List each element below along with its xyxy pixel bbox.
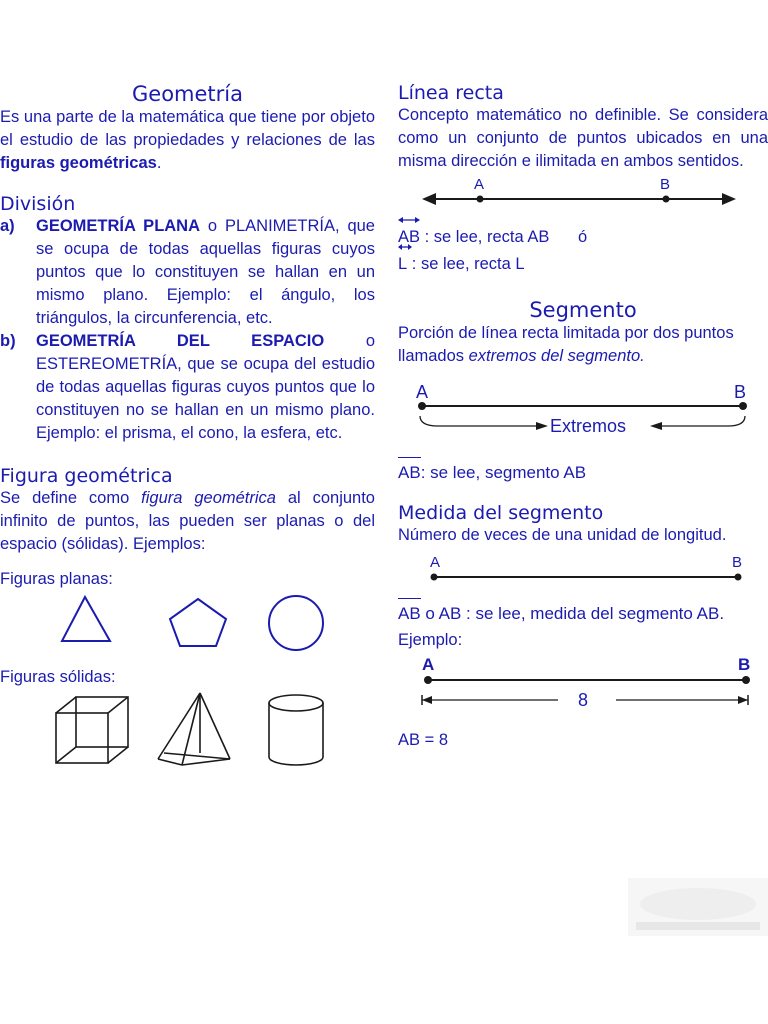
division-item-b: b) GEOMETRÍA DEL ESPACIO o ESTEREOMETRÍA, que se ocupa del estudio de todas aquellas figuras cuyos puntos que lo constituyen no se hallan en un mismo plano. Ejemplo: el prisma, el cono, la esfera, etc. xyxy=(0,332,376,442)
circle-icon xyxy=(269,596,323,650)
figuras-solidas xyxy=(0,689,375,769)
ejemplo-point-b: B xyxy=(738,655,751,674)
linea-text: Concepto matemático no definible. Se considera como un conjunto de puntos ubicados en una misma dirección e ilimitada en ambos sentidos. xyxy=(398,106,768,170)
geometria-intro: Es una parte de la matemática que tiene por objeto el estudio de las propiedades y relaciones de las figuras geométricas. xyxy=(0,108,375,172)
division-item-a: a) GEOMETRÍA PLANA o PLANIMETRÍA, que se ocupa de todas aquellas figuras cuyos puntos que lo constituyen se hallan en un mismo plano. Ejemplo: el ángulo, los triángulos, la circunferencia, etc. xyxy=(0,217,375,327)
linea-notation-l: L : se lee, recta L xyxy=(398,253,768,276)
right-column xyxy=(398,82,768,752)
medida-point-a: A xyxy=(430,554,441,571)
pentagon-icon xyxy=(170,599,226,646)
medida-diagram xyxy=(398,547,768,587)
medida-text: Número de veces de una unidad de longitud. xyxy=(398,526,727,544)
segmento-title: Segmento xyxy=(529,298,637,322)
segmento-diagram xyxy=(398,368,768,442)
medida-notation: AB o AB : se lee, medida del segmento AB. xyxy=(398,604,725,623)
left-column xyxy=(0,82,375,769)
medida-title: Medida del segmento xyxy=(398,502,604,524)
segmento-text: Porción de línea recta limitada por dos puntos llamados extremos del segmento. xyxy=(398,324,734,365)
ejemplo-label: Ejemplo: xyxy=(398,631,463,649)
segmento-point-a: A xyxy=(416,382,429,402)
figuras-solidas-label: Figuras sólidas: xyxy=(0,668,116,686)
cylinder-icon xyxy=(269,695,323,765)
solid-figures-drawing xyxy=(0,689,375,769)
ejemplo-result: AB = 8 xyxy=(398,731,448,749)
linea-notation-ab: AB : se lee, recta AB ó xyxy=(398,226,768,249)
figuras-planas-label: Figuras planas: xyxy=(0,570,113,588)
geometria-title: Geometría xyxy=(132,82,243,106)
segmento-point-b: B xyxy=(734,382,747,402)
linea-diagram xyxy=(398,173,768,213)
figura-title: Figura geométrica xyxy=(0,465,173,487)
linea-point-a: A xyxy=(474,176,485,193)
figura-text: Se define como figura geométrica al conjunto infinito de puntos, las pueden ser planas o del espacio (sólidas). Ejemplos: xyxy=(0,489,375,553)
figuras-planas xyxy=(0,591,375,656)
division-title: División xyxy=(0,193,76,215)
linea-point-b: B xyxy=(660,176,671,193)
ejemplo-diagram xyxy=(398,652,768,718)
extremos-label: Extremos xyxy=(550,416,627,436)
linea-title: Línea recta xyxy=(398,82,504,104)
left-arrow-icon xyxy=(422,193,436,205)
cube-icon xyxy=(56,697,128,763)
plane-figures-drawing xyxy=(0,591,375,656)
ejemplo-length: 8 xyxy=(578,690,589,710)
medida-point-b: B xyxy=(732,554,743,571)
segmento-notation: AB: se lee, segmento AB xyxy=(398,463,587,482)
watermark-logo xyxy=(628,878,768,936)
pyramid-icon xyxy=(158,693,230,765)
ejemplo-point-a: A xyxy=(422,655,435,674)
triangle-icon xyxy=(62,597,110,641)
right-arrow-icon xyxy=(722,193,736,205)
